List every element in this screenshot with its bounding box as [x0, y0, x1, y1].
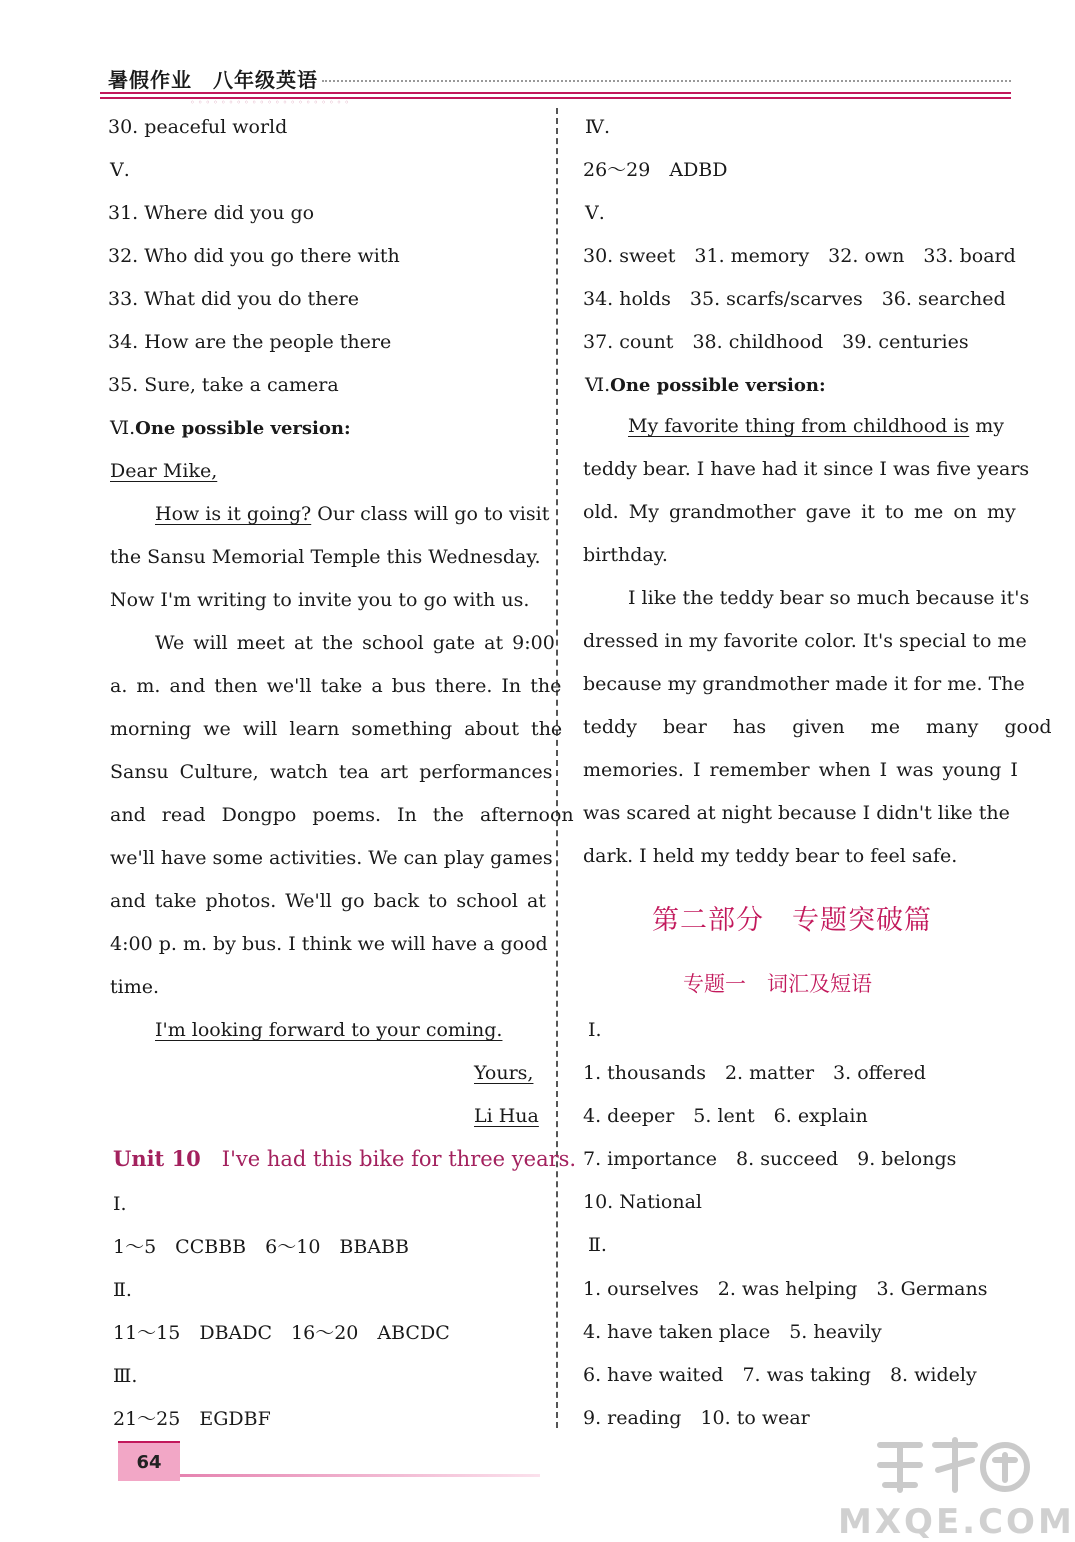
unit-heading — [113, 1147, 576, 1171]
answer-line: 4. deeper 5. lent 6. explain — [583, 1105, 868, 1127]
essay-line: memories. I remember when I was young I — [583, 759, 1018, 781]
header-ornament: ◦◦◦◦◦◦◦◦◦◦◦◦◦◦◦◦◦◦◦◦◦ — [190, 98, 353, 107]
column-divider — [556, 108, 558, 1428]
topic-heading: 专题一 词汇及短语 — [683, 972, 872, 996]
running-header-title: 暑假作业 八年级英语 — [108, 68, 318, 92]
essay-line — [155, 502, 549, 526]
section-heading — [585, 373, 826, 398]
section-heading — [110, 416, 351, 441]
header-rule — [100, 92, 1011, 94]
watermark-logo-icon — [870, 1430, 1030, 1500]
answer-line: 1. ourselves 2. was helping 3. Germans — [583, 1278, 988, 1300]
letter-salutation: Dear Mike, — [110, 460, 218, 482]
answer-line: 34. holds 35. scarfs/scarves 36. searched — [583, 288, 1006, 310]
header-dotted-rule — [322, 80, 1011, 82]
essay-line: and take photos. We'll go back to school at — [110, 890, 546, 912]
section-heading: Ⅱ. — [113, 1279, 132, 1301]
essay-lead-phrase: My favorite thing from childhood is — [628, 415, 970, 437]
answer-line: 1～5 CCBBB 6～10 BBABB — [113, 1236, 409, 1258]
section-heading: Ⅲ. — [113, 1365, 138, 1387]
essay-line: dark. I held my teddy bear to feel safe. — [583, 845, 958, 867]
answer-line: 35. Sure, take a camera — [108, 374, 339, 396]
answer-line: 11～15 DBADC 16～20 ABCDC — [113, 1322, 450, 1344]
answer-line: 6. have waited 7. was taking 8. widely — [583, 1364, 977, 1386]
essay-line: was scared at night because I didn't like the — [583, 802, 1010, 824]
essay-line: teddy bear. I have had it since I was five years — [583, 458, 1030, 480]
essay-line: because my grandmother made it for me. The — [583, 673, 1025, 695]
answer-line: 7. importance 8. succeed 9. belongs — [583, 1148, 957, 1170]
essay-line: we'll have some activities. We can play games — [110, 847, 553, 869]
answer-line: 21～25 EGDBF — [113, 1408, 271, 1430]
answer-line: 31. Where did you go — [108, 202, 315, 224]
essay-text: Our class will go to visit — [317, 503, 550, 525]
letter-signoff: Yours, — [474, 1062, 534, 1084]
essay-line: teddy bear has given me many good — [583, 716, 1052, 738]
answer-line: 9. reading 10. to wear — [583, 1407, 810, 1429]
unit-title: I've had this bike for three years. — [221, 1147, 577, 1171]
essay-line — [628, 414, 1004, 438]
essay-line: I like the teddy bear so much because it's — [628, 587, 1030, 609]
answer-line: 26～29 ADBD — [583, 159, 728, 181]
section-heading: Ⅰ. — [113, 1193, 127, 1215]
unit-number: Unit 10 — [113, 1146, 201, 1171]
essay-line: Now I'm writing to invite you to go with us. — [110, 589, 530, 611]
essay-line: Sansu Culture, watch tea art performances — [110, 761, 553, 783]
essay-line: We will meet at the school gate at 9:00 — [155, 632, 555, 654]
section-roman: Ⅵ. — [585, 374, 611, 396]
section-roman: Ⅵ. — [110, 417, 136, 439]
essay-line: birthday. — [583, 544, 668, 566]
essay-line: morning we will learn something about the — [110, 718, 563, 740]
essay-lead-phrase: How is it going? — [155, 503, 312, 525]
essay-line: 4:00 p. m. by bus. I think we will have a good — [110, 933, 548, 955]
part-heading: 第二部分 专题突破篇 — [652, 905, 932, 936]
section-heading: Ⅳ. — [585, 116, 611, 138]
section-heading: Ⅴ. — [110, 159, 130, 181]
answer-line: 4. have taken place 5. heavily — [583, 1321, 882, 1343]
section-heading: Ⅱ. — [588, 1234, 607, 1256]
answer-line: 10. National — [583, 1191, 703, 1213]
letter-closing: I'm looking forward to your coming. — [155, 1019, 503, 1041]
essay-line: time. — [110, 976, 160, 998]
essay-line: dressed in my favorite color. It's special to me — [583, 630, 1027, 652]
answer-line: 37. count 38. childhood 39. centuries — [583, 331, 969, 353]
answer-line: 30. sweet 31. memory 32. own 33. board — [583, 245, 1016, 267]
section-heading: Ⅴ. — [585, 202, 605, 224]
answer-line: 33. What did you do there — [108, 288, 359, 310]
answer-line: 30. peaceful world — [108, 116, 288, 138]
section-label: One possible version: — [135, 418, 351, 439]
section-heading: Ⅰ. — [588, 1019, 602, 1041]
letter-signature: Li Hua — [474, 1105, 539, 1127]
answer-line: 32. Who did you go there with — [108, 245, 400, 267]
essay-line: old. My grandmother gave it to me on my — [583, 501, 1016, 523]
footer-rule — [180, 1474, 540, 1477]
page-number: 64 — [118, 1441, 180, 1481]
answer-line: 1. thousands 2. matter 3. offered — [583, 1062, 926, 1084]
section-label: One possible version: — [610, 375, 826, 396]
essay-line: and read Dongpo poems. In the afternoon — [110, 804, 574, 826]
watermark-text: MXQE.COM — [838, 1502, 1075, 1542]
essay-text: my — [975, 415, 1004, 437]
answer-line: 34. How are the people there — [108, 331, 392, 353]
essay-line: the Sansu Memorial Temple this Wednesday. — [110, 546, 541, 568]
essay-line: a. m. and then we'll take a bus there. In the — [110, 675, 562, 697]
